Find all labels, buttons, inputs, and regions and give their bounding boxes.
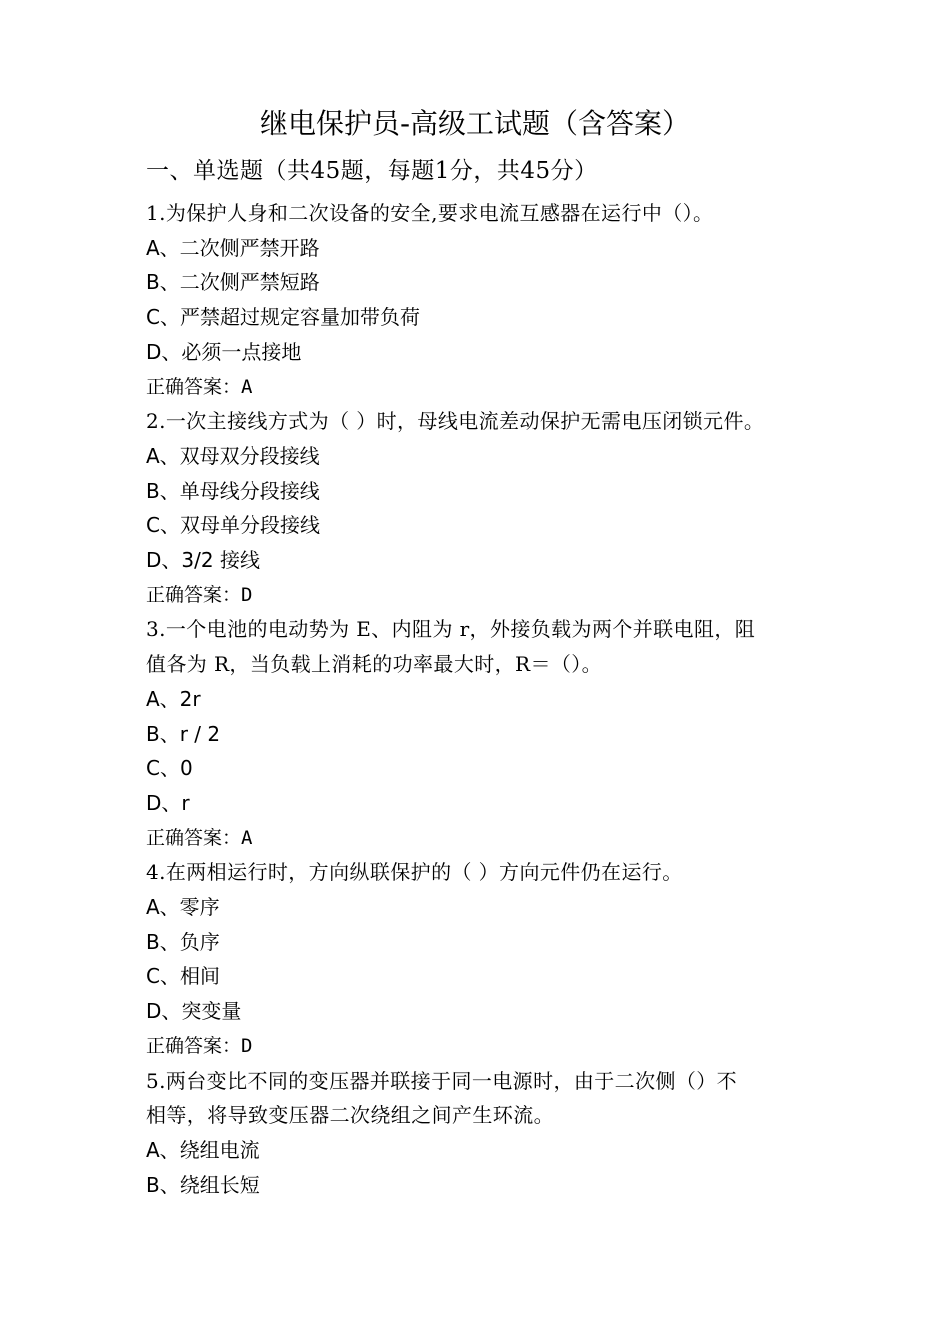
- question-stem-line: 1.为保护人身和二次设备的安全,要求电流互感器在运行中（）。: [146, 201, 714, 225]
- correct-answer: 正确答案：A: [146, 826, 253, 849]
- question-block: [146, 855, 826, 1063]
- option-a: A、2r: [146, 686, 201, 711]
- option-d: D、必须一点接地: [146, 339, 302, 364]
- question-block: [146, 196, 826, 404]
- correct-answer: 正确答案：D: [146, 583, 253, 606]
- question-stem-line: 值各为 R，当负载上消耗的功率最大时，R＝（）。: [146, 652, 603, 677]
- question-stem-line: 2.一次主接线方式为（ ）时，母线电流差动保护无需电压闭锁元件。: [146, 409, 765, 434]
- question-block: [146, 1064, 826, 1203]
- question-list: [146, 196, 826, 1202]
- question-stem-line: 5.两台变比不同的变压器并联接于同一电源时，由于二次侧（）不: [146, 1068, 738, 1093]
- option-c: C、0: [146, 756, 193, 781]
- option-c: C、严禁超过规定容量加带负荷: [146, 305, 420, 330]
- option-a: A、双母双分段接线: [146, 443, 320, 468]
- option-b: B、二次侧严禁短路: [146, 270, 320, 295]
- correct-answer: 正确答案：A: [146, 375, 253, 398]
- option-b: B、绕组长短: [146, 1172, 260, 1197]
- question-stem-line: 相等，将导致变压器二次绕组之间产生环流。: [146, 1103, 554, 1128]
- option-c: C、双母单分段接线: [146, 513, 320, 538]
- option-d: D、3/2 接线: [146, 548, 260, 573]
- question-stem-line: 3.一个电池的电动势为 E、内阻为 r，外接负载为两个并联电阻，阻: [146, 617, 756, 642]
- option-a: A、二次侧严禁开路: [146, 235, 320, 260]
- option-a: A、绕组电流: [146, 1137, 260, 1162]
- section-heading: 一、单选题（共45题，每题1分，共45分）: [146, 158, 598, 184]
- option-d: D、突变量: [146, 999, 242, 1024]
- question-block: [146, 612, 826, 855]
- option-b: B、r / 2: [146, 721, 221, 746]
- question-stem-line: 4.在两相运行时，方向纵联保护的（ ）方向元件仍在运行。: [146, 860, 683, 885]
- option-b: B、负序: [146, 929, 220, 954]
- document-title: 继电保护员-高级工试题（含答案）: [259, 107, 691, 140]
- option-b: B、单母线分段接线: [146, 478, 320, 503]
- question-block: [146, 404, 826, 612]
- correct-answer: 正确答案：D: [146, 1034, 253, 1057]
- option-a: A、零序: [146, 895, 220, 920]
- option-c: C、相间: [146, 964, 220, 989]
- option-d: D、r: [146, 790, 190, 815]
